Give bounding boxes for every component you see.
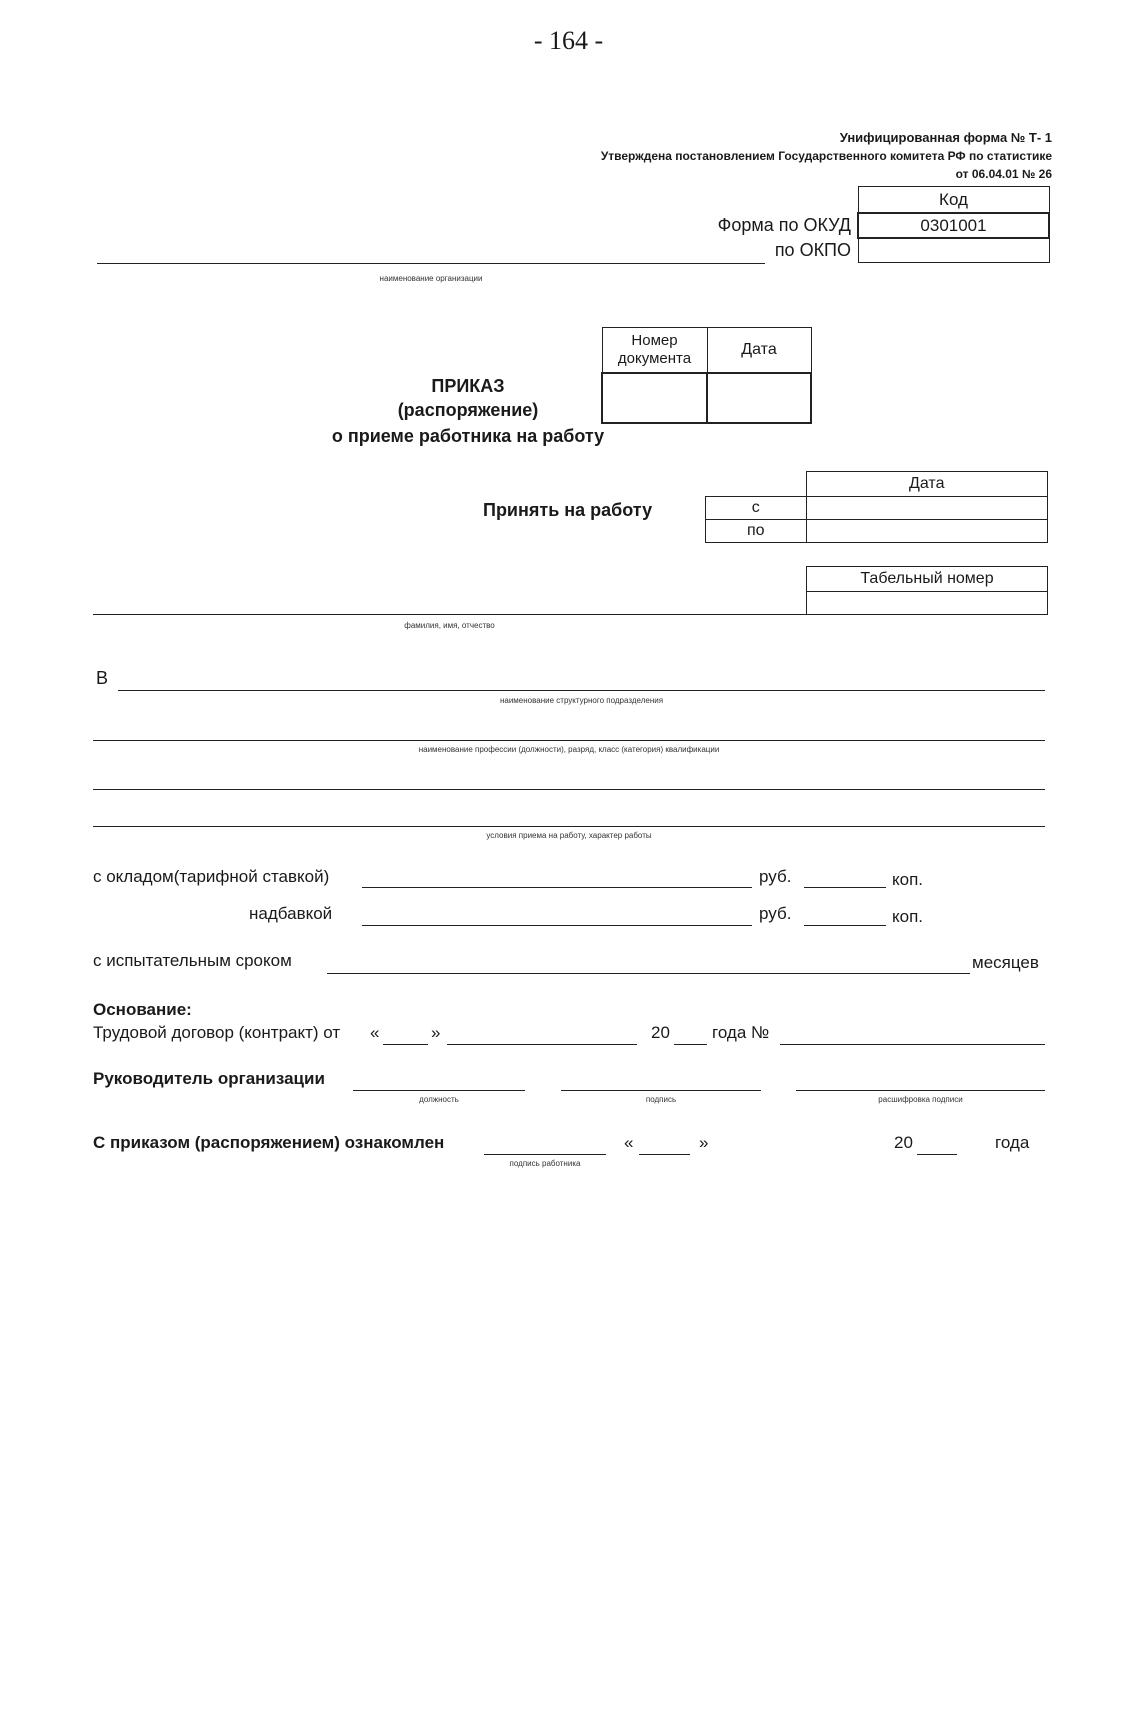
ack-year-suffix: года: [995, 1133, 1030, 1152]
salary-kop-line[interactable]: [804, 887, 886, 888]
manager-decode-line[interactable]: [796, 1090, 1045, 1091]
contract-year-prefix: 20: [651, 1023, 670, 1042]
doc-number-field[interactable]: [602, 373, 707, 423]
cond-caption: условия приема на работу, характер работы: [486, 831, 652, 840]
form-id: Унифицированная форма № Т- 1: [839, 130, 1052, 145]
okud-value[interactable]: 0301001: [858, 213, 1049, 238]
salary-rub-line[interactable]: [362, 887, 752, 888]
hire-from-label: с: [706, 497, 807, 520]
bonus-kop-line[interactable]: [804, 925, 886, 926]
salary-label: с окладом(тарифной ставкой): [93, 867, 330, 886]
tab-number-table: [806, 566, 1048, 615]
okpo-label: по ОКПО: [774, 240, 851, 260]
salary-rub: руб.: [759, 867, 792, 886]
hire-date-header: Дата: [806, 472, 1048, 497]
dept-line[interactable]: [118, 690, 1045, 691]
title-subject: о приеме работника на работу: [331, 426, 605, 446]
probation-label: с испытательным сроком: [93, 951, 292, 970]
fio-caption: фамилия, имя, отчество: [404, 621, 495, 630]
manager-decode-caption: расшифровка подписи: [878, 1095, 963, 1104]
okpo-value[interactable]: [858, 238, 1049, 263]
salary-kop: коп.: [892, 870, 924, 889]
title-order: ПРИКАЗ: [431, 376, 505, 396]
doc-table: [601, 327, 812, 424]
basis-label: Основание:: [93, 1000, 192, 1019]
hire-from-field[interactable]: [806, 497, 1048, 520]
contract-year-suffix: года №: [712, 1023, 770, 1042]
hire-dates-table: [705, 471, 1048, 543]
ack-year-prefix: 20: [894, 1133, 913, 1152]
manager-position-line[interactable]: [353, 1090, 525, 1091]
bonus-rub: руб.: [759, 904, 792, 923]
contract-day-line[interactable]: [383, 1044, 428, 1045]
contract-year-line[interactable]: [674, 1044, 707, 1045]
hire-to-label: по: [706, 520, 807, 543]
approval-line: Утверждена постановлением Государственного комитета РФ по статистике: [600, 149, 1052, 163]
org-caption: наименование организации: [379, 274, 483, 283]
contract-number-line[interactable]: [780, 1044, 1045, 1045]
okud-label: Форма по ОКУД: [717, 215, 851, 235]
code-table: [857, 186, 1050, 263]
ack-sign-caption: подпись работника: [509, 1159, 581, 1168]
contract-quote-open: «: [370, 1023, 380, 1042]
bonus-label: надбавкой: [249, 904, 333, 923]
bonus-kop: коп.: [892, 907, 924, 926]
ack-label: С приказом (распоряжением) ознакомлен: [93, 1133, 445, 1152]
cond-line-2[interactable]: [93, 826, 1045, 827]
contract-label: Трудовой договор (контракт) от: [93, 1023, 341, 1042]
doc-date-field[interactable]: [707, 373, 811, 423]
bonus-rub-line[interactable]: [362, 925, 752, 926]
manager-position-caption: должность: [419, 1095, 459, 1104]
manager-label: Руководитель организации: [93, 1069, 325, 1088]
hire-to-field[interactable]: [806, 520, 1048, 543]
ack-year-line[interactable]: [917, 1154, 957, 1155]
ack-sign-line[interactable]: [484, 1154, 606, 1155]
hire-blank-cell: [706, 472, 807, 497]
prof-caption: наименование профессии (должности), разряд, класс (категория) квалификации: [418, 745, 720, 754]
cond-line-1[interactable]: [93, 789, 1045, 790]
dept-prefix: В: [96, 668, 109, 688]
code-header: Код: [858, 187, 1049, 214]
ack-quote-close: »: [699, 1133, 709, 1152]
manager-sign-caption: подпись: [645, 1095, 677, 1104]
approval-date: от 06.04.01 № 26: [955, 167, 1052, 181]
probation-unit: месяцев: [972, 953, 1039, 972]
ack-day-line[interactable]: [639, 1154, 690, 1155]
hire-label: Принять на работу: [483, 500, 653, 520]
prof-line[interactable]: [93, 740, 1045, 741]
contract-month-line[interactable]: [447, 1044, 637, 1045]
doc-date-header: Дата: [707, 328, 811, 374]
contract-quote-close: »: [431, 1023, 441, 1042]
manager-sign-line[interactable]: [561, 1090, 761, 1091]
tab-number-header: Табельный номер: [807, 567, 1048, 592]
dept-caption: наименование структурного подразделения: [499, 696, 664, 705]
probation-line[interactable]: [327, 973, 970, 974]
page-number: - 164 -: [533, 26, 604, 55]
org-line[interactable]: [97, 263, 765, 264]
title-disposition: (распоряжение): [397, 400, 539, 420]
ack-quote-open: «: [624, 1133, 634, 1152]
tab-number-field[interactable]: [807, 592, 1048, 615]
doc-number-header: Номер документа: [602, 328, 707, 374]
fio-line[interactable]: [93, 614, 806, 615]
